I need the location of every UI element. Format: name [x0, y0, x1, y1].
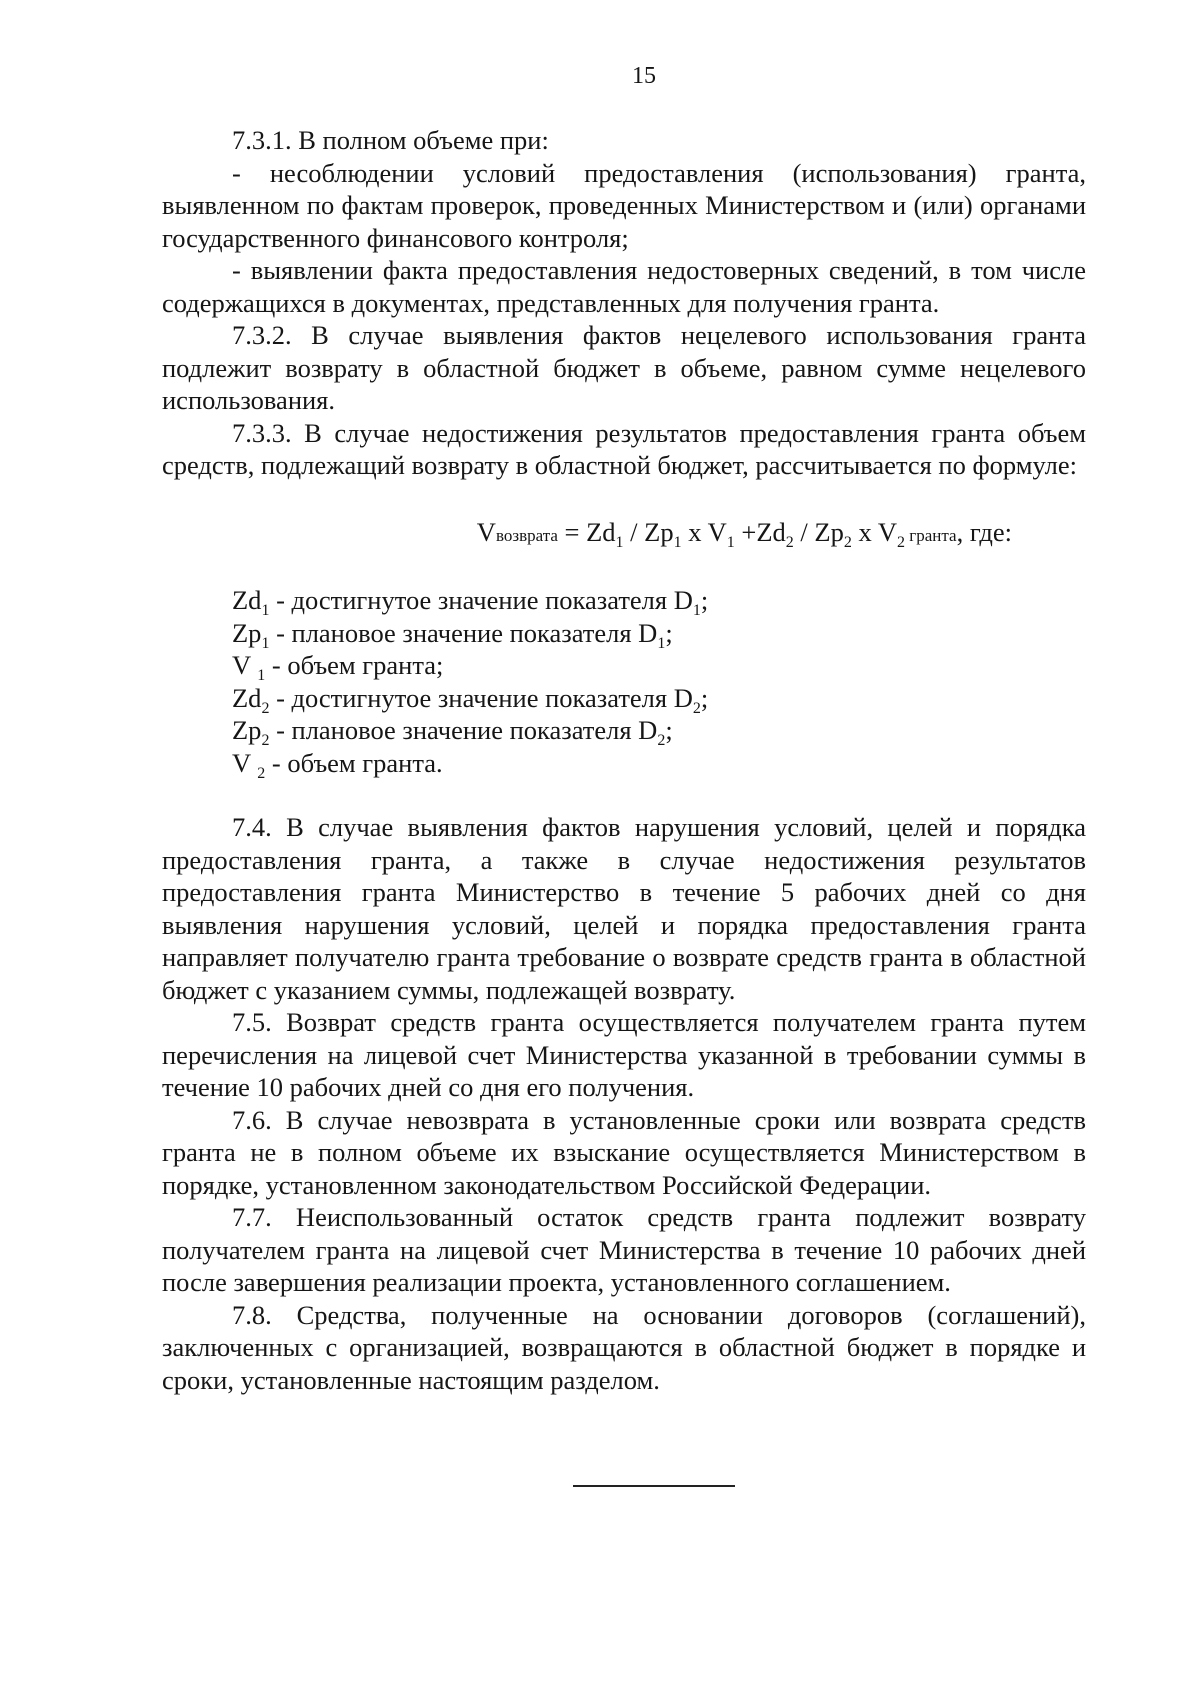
- definition-row: [232, 617, 1086, 650]
- definition-text: - плановое значение показателя D: [269, 715, 658, 745]
- definition-row: [232, 584, 1086, 617]
- paragraph-7-8: 7.8. Средства, полученные на основании договоров (соглашений), заключенных с организацией, возвращаются в областной бюджет в порядке и сроки, установленные настоящим разделом.: [162, 1299, 1086, 1395]
- paragraph-7-3-1-item-2: - выявлении факта предоставления недостоверных сведений, в том числе содержащихся в документах, представленных для получения гранта.: [162, 255, 1086, 318]
- formula-part: x V: [851, 516, 898, 547]
- definition-subscript: 1: [261, 634, 270, 652]
- definition-symbol: Zp: [232, 715, 262, 745]
- formula-sub: 1: [615, 533, 624, 551]
- paragraph-7-3-1-item-1: - несоблюдении условий предоставления (использования) гранта, выявленном по фактам проверок, проведенных Министерством и (или) органами государственного финансового контроля;: [162, 157, 1086, 253]
- definition-text: - плановое значение показателя D: [269, 617, 658, 648]
- formula-part: +Zd: [734, 516, 786, 547]
- page-number: 15: [632, 63, 656, 89]
- formula-sub: 2: [843, 533, 852, 551]
- definition-symbol: Zd: [232, 682, 262, 713]
- definition-symbol: Zd: [232, 585, 262, 615]
- formula-sub: 1: [726, 533, 735, 551]
- definition-row: [232, 747, 1086, 780]
- paragraph-7-5: 7.5. Возврат средств гранта осуществляется получателем гранта путем перечисления на лицевой счет Министерства указанной в требовании суммы в течение 10 рабочих дней со дня его получения.: [162, 1007, 1086, 1102]
- definition-subscript: 1: [657, 634, 666, 652]
- definition-subscript: 1: [261, 602, 270, 619]
- paragraph-7-3-2: 7.3.2. В случае выявления фактов нецелевого использования гранта подлежит возврату в областной бюджет в объеме, равном сумме нецелевого использования.: [162, 320, 1086, 415]
- definition-subscript: 2: [692, 699, 701, 717]
- definition-subscript: 1: [257, 667, 266, 684]
- paragraph-7-3-3: 7.3.3. В случае недостижения результатов предоставления гранта объем средств, подлежащий возврату в областной бюджет, рассчитывается по формуле:: [162, 417, 1086, 480]
- formula-definitions: [232, 584, 1086, 782]
- definition-text: - достигнутое значение показателя D: [269, 585, 693, 615]
- formula-part: / Zp: [793, 516, 844, 547]
- definition-row: [232, 649, 1086, 682]
- definition-end: ;: [665, 617, 673, 648]
- formula-grant-subscript: гранта: [905, 525, 957, 545]
- paragraph-7-6: 7.6. В случае невозврата в установленные сроки или возврата средств гранта не в полном объеме их взыскание осуществляется Министерством в порядке, установленном законодательством Российской Федерации.: [162, 1104, 1086, 1200]
- formula-sub: 2: [785, 533, 794, 551]
- definition-subscript: 2: [257, 764, 266, 782]
- definition-end: ;: [665, 715, 673, 745]
- spacer: [162, 779, 1086, 811]
- section-7-4-to-7-8-paragraphs: [162, 811, 1086, 1396]
- definition-symbol: V: [232, 747, 258, 778]
- formula-part: x V: [681, 516, 727, 547]
- formula-v: V: [476, 516, 496, 547]
- refund-formula: [162, 516, 1086, 553]
- formula-sub: 1: [673, 533, 682, 551]
- definition-row: [232, 682, 1086, 715]
- paragraph-7-4: 7.4. В случае выявления фактов нарушения условий, целей и порядка предоставления гранта, а также в случае недостижения результатов предоставления гранта Министерство в течение 5 рабочих дней со дня выявления нарушения условий, целей и порядка предоставления гранта направляет получателю гранта требование о возврате средств гранта в областной бюджет с указанием суммы, подлежащей возврату.: [162, 812, 1086, 1005]
- definition-row: [232, 714, 1086, 747]
- definition-subscript: 2: [261, 732, 270, 749]
- definition-subscript: 2: [261, 699, 270, 717]
- formula-part: = Zd: [557, 516, 616, 547]
- definition-text: - достигнутое значение показателя D: [269, 682, 693, 713]
- closing-rule-divider: [573, 1485, 735, 1487]
- definition-end: ;: [700, 585, 709, 615]
- paragraph-7-7: 7.7. Неиспользованный остаток средств гранта подлежит возврату получателем гранта на лицевой счет Министерства в течение 10 рабочих дней после завершения реализации проекта, установленного соглашением.: [162, 1202, 1086, 1297]
- formula-tail: , где:: [956, 516, 1012, 547]
- definition-text: - объем гранта.: [265, 747, 443, 778]
- definition-subscript: 2: [657, 732, 666, 749]
- definition-symbol: V: [232, 650, 258, 680]
- definition-text: - объем гранта;: [265, 650, 444, 680]
- definition-subscript: 1: [692, 602, 701, 619]
- formula-sub: 2: [897, 533, 906, 551]
- definition-symbol: Zp: [232, 617, 262, 648]
- formula-v-subscript: возврата: [495, 525, 558, 545]
- definition-end: ;: [700, 682, 709, 713]
- section-7-3-paragraphs: [162, 124, 1086, 482]
- paragraph-7-3-1: 7.3.1. В полном объеме при:: [232, 125, 549, 155]
- formula-part: / Zp: [623, 516, 674, 547]
